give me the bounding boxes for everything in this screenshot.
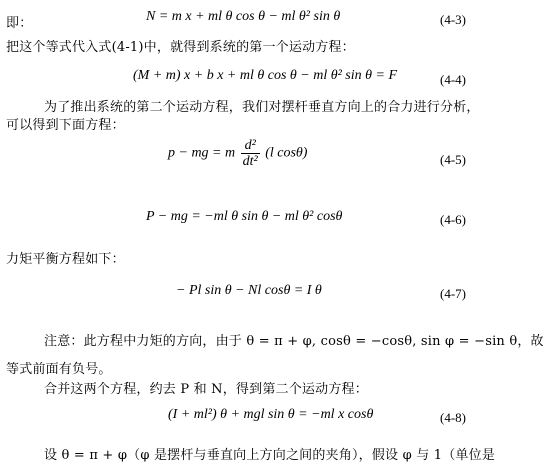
equation-number-4-4: (4-4) — [440, 72, 466, 87]
equation-number-4-8: (4-8) — [440, 410, 466, 425]
equation-4-5 — [168, 138, 307, 169]
equation-4-7: − Pl sin θ − Nl cosθ = I θ — [176, 283, 322, 298]
equation-4-3: N = m x + ml θ cos θ − ml θ² sin θ — [146, 9, 341, 24]
equation-number-4-5: (4-5) — [440, 152, 466, 167]
equation-4-5-left: p − mg = m — [168, 145, 236, 161]
paragraph-line: 把这个等式代入式(4-1)中，就得到系统的第一个运动方程： — [6, 40, 355, 55]
equation-number-4-6: (4-6) — [440, 212, 466, 227]
note-line: 注意：此方程中力矩的方向，由于 θ = π + φ, cosθ = −cosθ, sin φ = −sin θ，故 — [44, 334, 544, 349]
paragraph-line: 设 θ = π + φ（φ 是摆杆与垂直向上方向之间的夹角），假设 φ 与 1（单位是 — [44, 448, 496, 463]
paragraph-line: 等式前面有负号。 — [6, 362, 112, 377]
paragraph-line: 合并这两个方程，约去 P 和 N，得到第二个运动方程： — [44, 382, 368, 397]
equation-number-4-7: (4-7) — [440, 286, 466, 301]
equation-4-5-right: (l cosθ) — [265, 145, 308, 161]
equation-4-8: (I + ml²) θ + mgl sin θ = −ml x cosθ — [168, 407, 374, 422]
derivative-fraction — [241, 138, 260, 169]
text-prefix-ji: 即： — [6, 16, 33, 31]
paragraph-line: 为了推出系统的第二个运动方程，我们对摆杆垂直方向上的合力进行分析， — [44, 100, 480, 115]
fraction-numerator: d² — [241, 138, 260, 154]
equation-number-4-3: (4-3) — [440, 12, 466, 27]
fraction-denominator: dt² — [242, 154, 258, 169]
equation-4-4: (M + m) x + b x + ml θ cos θ − ml θ² sin θ = F — [133, 68, 398, 83]
equation-4-6: P − mg = −ml θ sin θ − ml θ² cosθ — [146, 209, 343, 224]
paragraph-line: 力矩平衡方程如下： — [6, 252, 125, 267]
paragraph-line: 可以得到下面方程： — [6, 118, 125, 133]
